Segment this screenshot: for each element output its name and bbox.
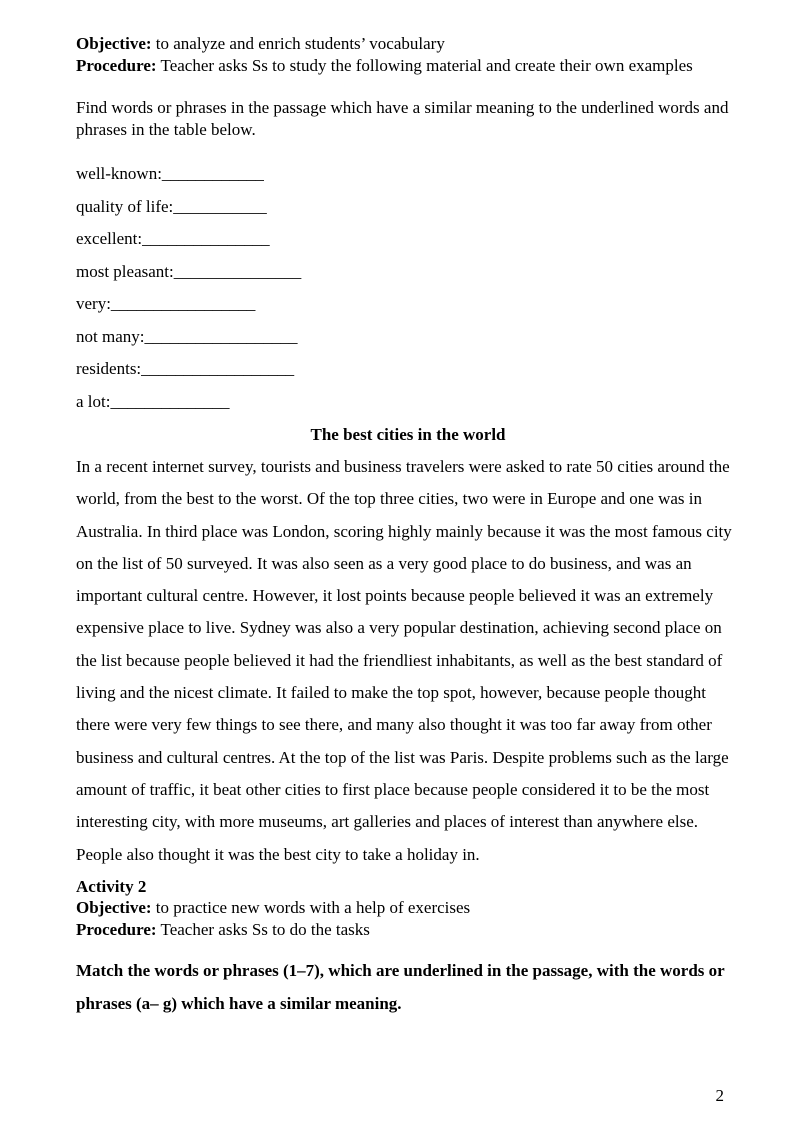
activity2-objective	[76, 897, 736, 919]
activity2-procedure	[76, 919, 736, 941]
blank-item: not many:__________________	[76, 326, 298, 346]
objective-label: Objective:	[76, 898, 152, 918]
blank-item: very:_________________	[76, 294, 256, 313]
task-instruction: Match the words or phrases (1–7), which are underlined in the passage, with the words or phrases (a– g) which have a similar meaning.	[76, 961, 725, 1014]
procedure-text: Teacher asks Ss to study the following material and create their own examples	[156, 55, 693, 75]
procedure-label: Procedure:	[76, 55, 157, 75]
blank-item: a lot:______________	[76, 391, 230, 411]
blank-item: excellent:_______________	[76, 229, 270, 248]
activity2-block	[76, 876, 736, 941]
blank-list	[76, 158, 736, 418]
page-number: 2	[715, 1086, 724, 1105]
document-page	[76, 33, 736, 1020]
procedure-text: Teacher asks Ss to do the tasks	[156, 919, 370, 939]
passage-text: In a recent internet survey, tourists and business travelers were asked to rate 50 cities around the world, from the best to the worst. Of the top three cities, two were in Europe and one was in Australia. In third place was London, scoring highly mainly because it was the most famous city on the list of 50 surveyed. It was also seen as a very good place to do business, and was an important cultural centre. However, it lost points because people believed it was an extremely expensive place to live. Sydney was also a very popular destination, achieving second place on the list because people believed it had the friendliest inhabitants, as well as the best standard of living and the nicest climate. It failed to make the top spot, however, because people thought there were very few things to see there, and many also thought it was too far away from other business and cultural centres. At the top of the list was Paris. Despite problems such as the large amount of traffic, it beat other cities to first place because people considered it to be the most interesting city, with more museums, art galleries and places of interest than anywhere else. People also thought it was the best city to take a holiday in.	[76, 457, 732, 864]
blank-item: quality of life:___________	[76, 196, 267, 216]
blank-item: residents:__________________	[76, 359, 295, 378]
passage-title: The best cities in the world	[310, 425, 506, 444]
objective-label: Objective:	[76, 34, 152, 53]
procedure-line	[76, 55, 736, 77]
procedure-label: Procedure:	[76, 919, 157, 939]
blank-item: well-known:____________	[76, 164, 264, 183]
activity2-heading: Activity 2	[76, 876, 147, 896]
objective-text: to analyze and enrich students’ vocabulary	[151, 34, 445, 53]
intro-block	[76, 33, 736, 76]
instruction: Find words or phrases in the passage which have a similar meaning to the underlined words and phrases in the table below.	[76, 98, 729, 139]
blank-item: most pleasant:_______________	[76, 261, 302, 281]
objective-line	[76, 33, 736, 55]
objective-text: to practice new words with a help of exercises	[151, 898, 471, 918]
